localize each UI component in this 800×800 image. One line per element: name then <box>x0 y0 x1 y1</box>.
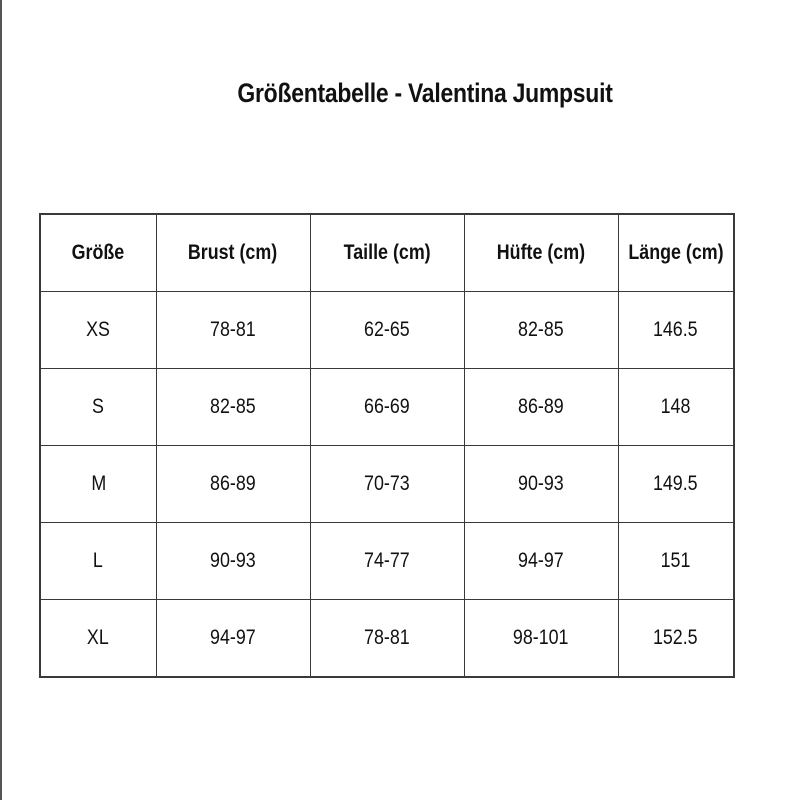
cell-size: L <box>40 523 156 600</box>
header-hip: Hüfte (cm) <box>464 214 618 292</box>
cell-waist: 70-73 <box>310 446 464 523</box>
cell-bust: 86-89 <box>156 446 310 523</box>
cell-hip: 98-101 <box>464 600 618 678</box>
table-row <box>40 600 734 678</box>
cell-waist: 62-65 <box>310 292 464 369</box>
page-left-border <box>0 0 2 800</box>
header-bust: Brust (cm) <box>156 214 310 292</box>
cell-hip: 90-93 <box>464 446 618 523</box>
table-row <box>40 446 734 523</box>
cell-bust: 94-97 <box>156 600 310 678</box>
page-title <box>64 78 787 109</box>
cell-length: 151 <box>618 523 734 600</box>
table-row <box>40 369 734 446</box>
header-length: Länge (cm) <box>618 214 734 292</box>
cell-length: 152.5 <box>618 600 734 678</box>
header-waist: Taille (cm) <box>310 214 464 292</box>
cell-length: 148 <box>618 369 734 446</box>
cell-size: XL <box>40 600 156 678</box>
cell-hip: 86-89 <box>464 369 618 446</box>
cell-bust: 78-81 <box>156 292 310 369</box>
cell-bust: 90-93 <box>156 523 310 600</box>
cell-length: 149.5 <box>618 446 734 523</box>
cell-waist: 74-77 <box>310 523 464 600</box>
cell-length: 146.5 <box>618 292 734 369</box>
table-row <box>40 292 734 369</box>
table-header-row <box>40 214 734 292</box>
cell-size: M <box>40 446 156 523</box>
header-size: Größe <box>40 214 156 292</box>
cell-waist: 78-81 <box>310 600 464 678</box>
cell-size: S <box>40 369 156 446</box>
cell-size: XS <box>40 292 156 369</box>
cell-hip: 94-97 <box>464 523 618 600</box>
cell-hip: 82-85 <box>464 292 618 369</box>
cell-waist: 66-69 <box>310 369 464 446</box>
cell-bust: 82-85 <box>156 369 310 446</box>
size-chart-table <box>39 213 735 678</box>
page-title-text: Größentabelle - Valentina Jumpsuit <box>237 78 613 108</box>
table-row <box>40 523 734 600</box>
